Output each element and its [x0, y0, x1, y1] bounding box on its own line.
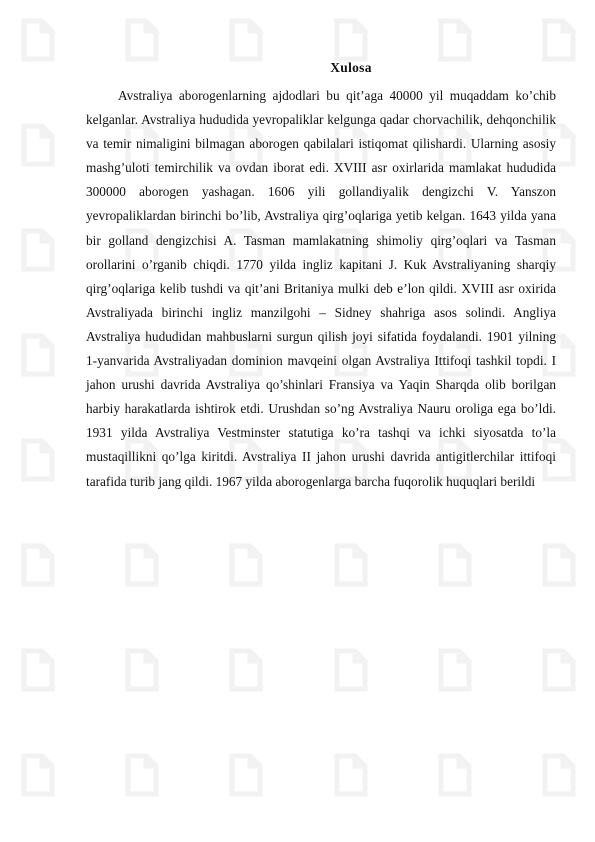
document-watermark-icon: [429, 750, 479, 800]
document-watermark-icon: [12, 15, 62, 65]
document-watermark-icon: [220, 750, 270, 800]
document-watermark-icon: [220, 645, 270, 695]
watermark-row: [0, 645, 595, 695]
document-watermark-icon: [533, 540, 583, 590]
document-watermark-icon: [429, 540, 479, 590]
page-title: Xulosa: [330, 60, 372, 75]
document-watermark-icon: [220, 540, 270, 590]
watermark-row: [0, 540, 595, 590]
document-watermark-icon: [12, 330, 62, 380]
document-watermark-icon: [533, 645, 583, 695]
document-watermark-icon: [116, 645, 166, 695]
document-watermark-icon: [12, 540, 62, 590]
document-watermark-icon: [12, 225, 62, 275]
document-watermark-icon: [12, 750, 62, 800]
document-watermark-icon: [325, 645, 375, 695]
document-watermark-icon: [116, 750, 166, 800]
document-watermark-icon: [533, 750, 583, 800]
document-watermark-icon: [12, 120, 62, 170]
document-page: [86, 58, 556, 494]
document-watermark-icon: [429, 645, 479, 695]
document-watermark-icon: [12, 645, 62, 695]
watermark-row: [0, 750, 595, 800]
document-watermark-icon: [325, 540, 375, 590]
document-watermark-icon: [12, 435, 62, 485]
document-watermark-icon: [325, 750, 375, 800]
body-paragraph: Avstraliya aborogenlarning ajdodlari bu qit’aga 40000 yil muqaddam ko’chib kelganlar. Avstraliya hududida yevropaliklar kelgunga qadar chorvachilik, dehqonchilik va temir nimaligini bilmagan aborogen qabilalari istiqomat qilishardi. Ularning asosiy mashg’uloti temirchilik va ovdan iborat edi. XVIII asr oxirlarida mamlakat hududida 300000 aborogen yashagan. 1606 yili gollandiyalik dengizchi V. Yanszon yevropaliklardan birinchi bo’lib, Avstraliya qirg’oqlariga yetib kelgan. 1643 yilda yana bir golland dengizchisi A. Tasman mamlakatning shimoliy qirg’oqlari va Tasman orollarini o’rganib chiqdi. 1770 yilda ingliz kapitani J. Kuk Avstraliyaning sharqiy qirg’oqlariga kelib tushdi va qit’ani Britaniya mulki deb e’lon qildi. XVIII asr oxirida Avstraliyada birinchi ingliz manzilgohi – Sidney shahriga asos solindi. Angliya Avstraliya hududidan mahbuslarni surgun qilish joyi sifatida foydalandi. 1901 yilning 1-yanvarida Avstraliyadan dominion mavqeini olgan Avstraliya Ittifoqi tashkil topdi. I jahon urushi davrida Avstraliya qo’shinlari Fransiya va Yaqin Sharqda olib borilgan harbiy harakatlarda ishtirok etdi. Urushdan so’ng Avstraliya Nauru oroliga ega bo’ldi. 1931 yilda Avstraliya Vestminster statutiga ko’ra tashqi va ichki siyosatda to’la mustaqillikni qo’lga kiritdi. Avstraliya II jahon urushi davrida antigitlerchilar ittifoqi tarafida turib jang qildi. 1967 yilda aborogenlarga barcha fuqorolik huquqlari berildi: [86, 88, 556, 489]
document-watermark-icon: [116, 540, 166, 590]
